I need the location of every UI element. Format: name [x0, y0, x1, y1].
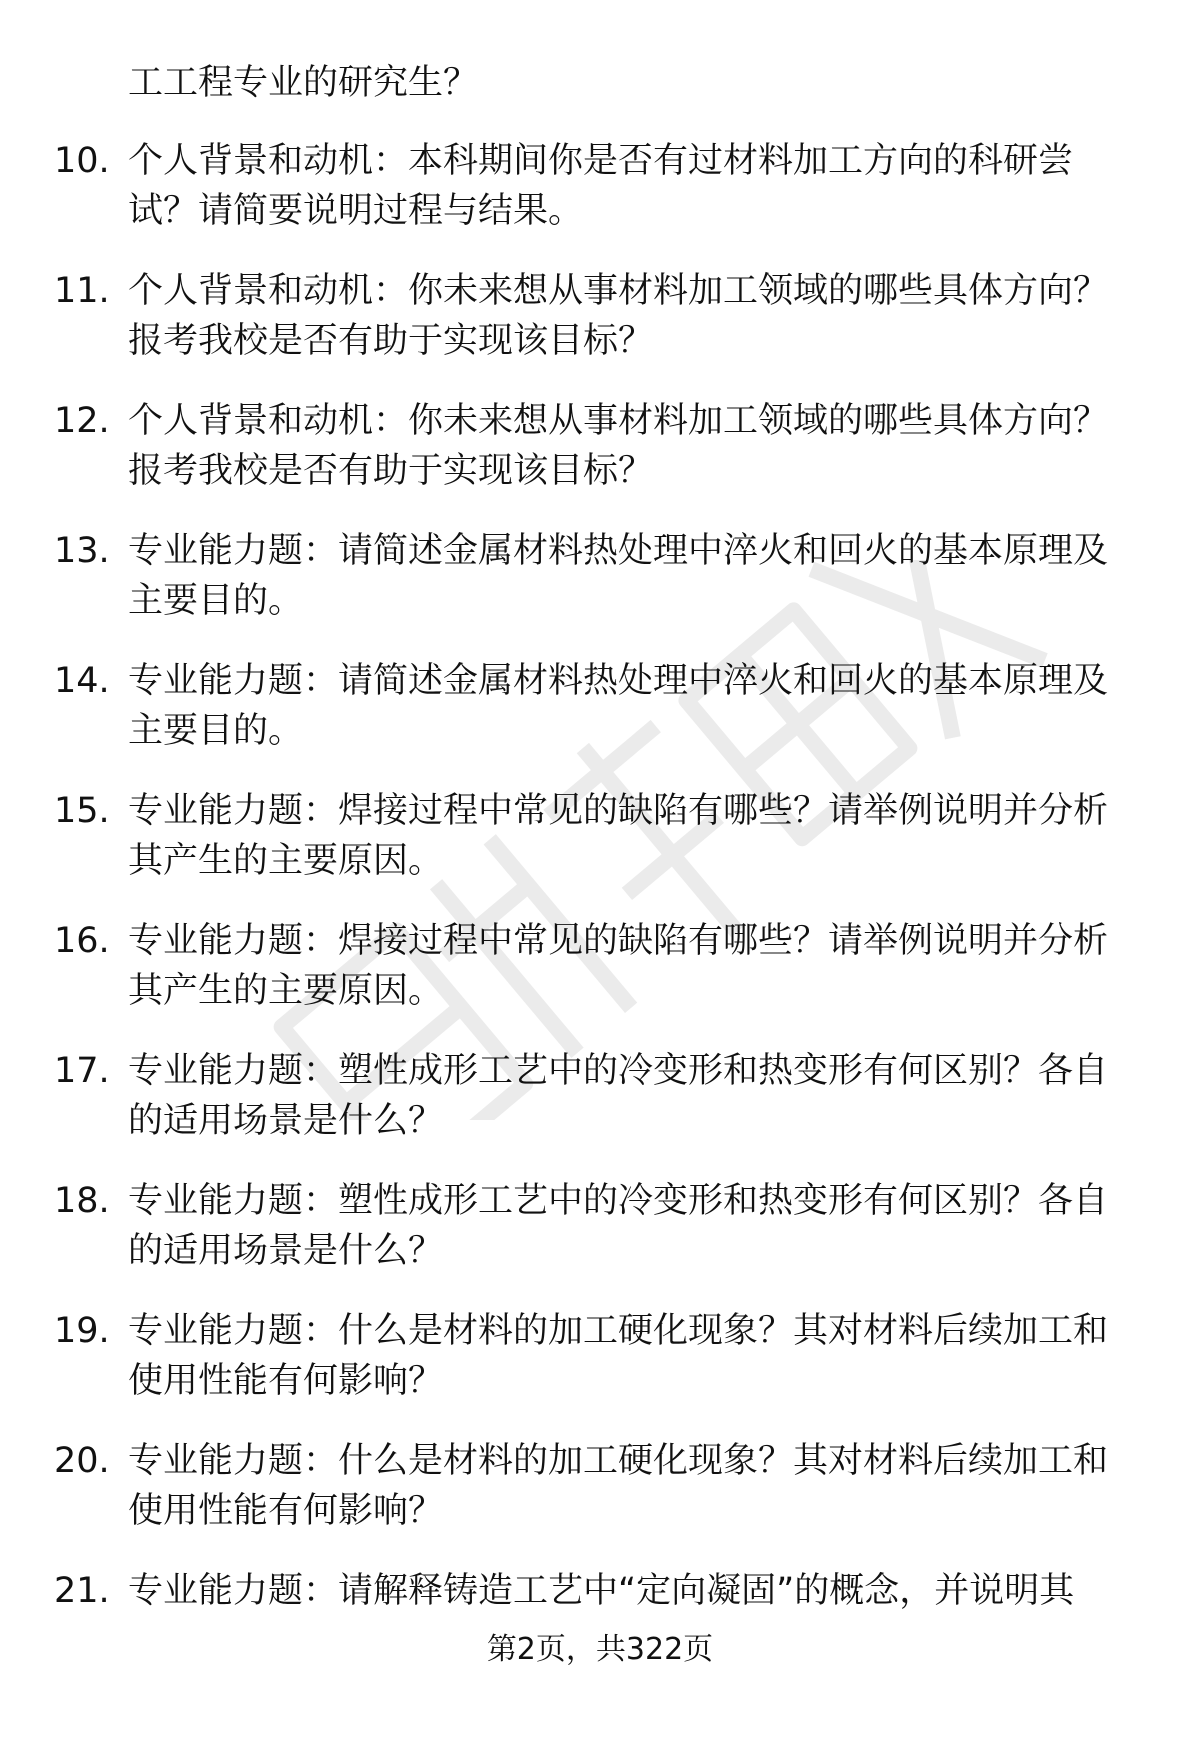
- question-body: 你未来想从事材料加工领域的哪些具体方向？报考我校是否有助于实现该目标？: [128, 271, 1109, 361]
- question-number: 11.: [54, 271, 110, 311]
- question-number: 14.: [54, 661, 110, 701]
- question-item: [0, 1306, 1200, 1406]
- question-category: 专业能力题：: [128, 531, 339, 571]
- question-text: [128, 1046, 1140, 1146]
- question-continuation: 工工程专业的研究生？: [128, 63, 479, 103]
- question-text: [128, 1176, 1140, 1276]
- question-category: 个人背景和动机：: [128, 401, 409, 441]
- question-category: 专业能力题：: [128, 921, 339, 961]
- question-body: 你未来想从事材料加工领域的哪些具体方向？报考我校是否有助于实现该目标？: [128, 401, 1109, 491]
- question-text: [128, 1436, 1140, 1536]
- question-item: [0, 136, 1200, 236]
- question-number: 17.: [54, 1051, 110, 1091]
- question-category: 专业能力题：: [128, 1051, 339, 1091]
- question-category: 专业能力题：: [128, 1441, 339, 1481]
- question-text: [128, 526, 1140, 626]
- question-category: 专业能力题：: [128, 1571, 339, 1611]
- question-item: [0, 786, 1200, 886]
- question-number: 21.: [54, 1571, 110, 1611]
- question-item: [0, 656, 1200, 756]
- question-body: 请简述金属材料热处理中淬火和回火的基本原理及主要目的。: [128, 531, 1109, 621]
- question-body: 焊接过程中常见的缺陷有哪些？请举例说明并分析其产生的主要原因。: [128, 921, 1109, 1011]
- question-text: [128, 786, 1140, 886]
- question-list: [0, 136, 1200, 1616]
- question-number: 13.: [54, 531, 110, 571]
- question-text: [128, 916, 1140, 1016]
- document-body: [0, 58, 1200, 1646]
- question-number: 10.: [54, 141, 110, 181]
- question-category: 个人背景和动机：: [128, 141, 409, 181]
- question-body: 本科期间你是否有过材料加工方向的科研尝试？请简要说明过程与结果。: [128, 141, 1074, 231]
- question-number: 19.: [54, 1311, 110, 1351]
- question-body: 什么是材料的加工硬化现象？其对材料后续加工和使用性能有何影响？: [128, 1441, 1109, 1531]
- question-text: [128, 1566, 1140, 1616]
- question-body: 焊接过程中常见的缺陷有哪些？请举例说明并分析其产生的主要原因。: [128, 791, 1109, 881]
- question-body: 塑性成形工艺中的冷变形和热变形有何区别？各自的适用场景是什么？: [128, 1051, 1109, 1141]
- question-body: 请解释铸造工艺中“定向凝固”的概念，并说明其: [338, 1571, 1075, 1611]
- question-item: [0, 396, 1200, 496]
- question-item: [0, 916, 1200, 1016]
- question-body: 请简述金属材料热处理中淬火和回火的基本原理及主要目的。: [128, 661, 1109, 751]
- question-item: [0, 1436, 1200, 1536]
- question-text: [128, 656, 1140, 756]
- question-text: [128, 1306, 1140, 1406]
- question-category: 个人背景和动机：: [128, 271, 409, 311]
- question-item: [0, 1566, 1200, 1616]
- question-item: [0, 1046, 1200, 1146]
- question-number: 20.: [54, 1441, 110, 1481]
- question-item: [0, 526, 1200, 626]
- question-item: [0, 266, 1200, 366]
- question-number: 16.: [54, 921, 110, 961]
- question-item: [0, 1176, 1200, 1276]
- question-category: 专业能力题：: [128, 1181, 339, 1221]
- question-text: [128, 396, 1140, 496]
- question-number: 15.: [54, 791, 110, 831]
- question-category: 专业能力题：: [128, 791, 339, 831]
- question-body: 塑性成形工艺中的冷变形和热变形有何区别？各自的适用场景是什么？: [128, 1181, 1109, 1271]
- question-text: [128, 266, 1140, 366]
- question-body: 什么是材料的加工硬化现象？其对材料后续加工和使用性能有何影响？: [128, 1311, 1109, 1401]
- question-number: 12.: [54, 401, 110, 441]
- question-text: [128, 136, 1140, 236]
- question-category: 专业能力题：: [128, 661, 339, 701]
- page-number: 第2页，共322页: [486, 1632, 714, 1667]
- question-number: 18.: [54, 1181, 110, 1221]
- question-category: 专业能力题：: [128, 1311, 339, 1351]
